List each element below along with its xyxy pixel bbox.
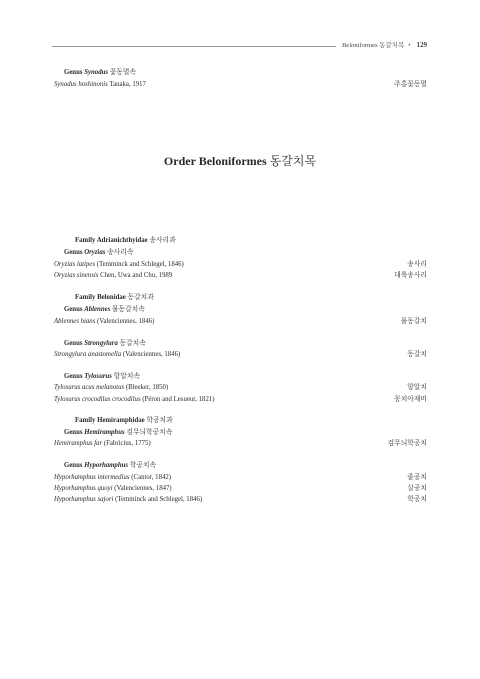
genus-name: Hyporhamphus [84, 462, 129, 469]
genus-korean: 꽃동멸속 [109, 69, 136, 76]
species-korean: 줄공치 [407, 474, 427, 481]
species-row [54, 395, 427, 405]
page-number: 129 [416, 41, 427, 49]
species-name: Oryzias latipes [54, 261, 95, 268]
genus-heading-oryzias [54, 248, 427, 258]
family-label: Family [75, 417, 96, 424]
genus-heading-strongylura [54, 339, 427, 349]
genus-name: Synodus [84, 69, 109, 76]
species-row [54, 473, 427, 483]
family-label: Family [75, 294, 96, 301]
species-row [54, 439, 427, 449]
genus-label: Genus [64, 69, 83, 76]
species-author: (Péron and Lesueur, 1821) [142, 396, 215, 403]
running-header [342, 40, 427, 49]
genus-label: Genus [64, 249, 83, 256]
species-name: Strongylura anastomella [54, 351, 122, 358]
species-row [54, 350, 427, 360]
species-author: (Fabricius, 1775) [103, 440, 151, 447]
order-label: Order Beloniformes [163, 154, 267, 168]
species-name: Tylosurus acus melanotus [54, 384, 125, 391]
genus-label: Genus [64, 373, 83, 380]
family-name: Hemiramphidae [97, 417, 145, 424]
species-author: (Valenciennes, 1846) [122, 351, 181, 358]
header-rule [52, 46, 336, 47]
genus-label: Genus [64, 306, 83, 313]
species-korean: 학공치 [407, 496, 427, 503]
species-author: (Temminck and Schlegel, 1846) [96, 261, 184, 268]
species-korean: 물동갈치 [400, 318, 427, 325]
genus-korean: 학공치속 [129, 462, 157, 469]
species-korean: 항알치 [407, 384, 427, 391]
species-name: Synodus hoshinonis [54, 81, 108, 88]
family-korean: 송사리과 [149, 237, 176, 244]
genus-label: Genus [64, 462, 83, 469]
family-label: Family [75, 237, 96, 244]
genus-heading-tylosurus [54, 372, 427, 382]
genus-korean: 검무늬학공치속 [126, 429, 173, 436]
genus-korean: 송사리속 [107, 249, 134, 256]
species-author: (Valenciennes, 1846) [97, 318, 155, 325]
header-separator: • [408, 42, 411, 49]
species-korean: 송사리 [407, 261, 427, 268]
species-row [54, 80, 427, 90]
order-title [0, 152, 480, 169]
genus-heading-hyporhamphus [54, 461, 427, 471]
species-name: Hyporhamphus quoyi [54, 485, 113, 492]
species-korean: 대륙송사리 [394, 272, 427, 279]
species-author: Tanaka, 1917 [109, 81, 146, 88]
family-heading-hemiramphidae [54, 416, 427, 426]
family-korean: 동갈치과 [127, 294, 154, 301]
species-name: Hemiramphus far [54, 440, 103, 447]
family-name: Adrianichthyidae [96, 237, 148, 244]
species-row [54, 317, 427, 327]
family-korean: 학공치과 [146, 417, 173, 424]
species-row [54, 484, 427, 494]
genus-name: Hemiramphus [84, 429, 125, 436]
species-korean: 살공치 [407, 485, 427, 492]
genus-name: Ablennes [84, 306, 111, 313]
species-author: (Valenciennes, 1847) [114, 485, 172, 492]
genus-label: Genus [64, 340, 83, 347]
species-name: Ablennes hians [54, 318, 96, 325]
species-author: Chen, Uwa and Chu, 1989 [100, 272, 173, 279]
species-name: Hyporhamphus intermedius [54, 474, 130, 481]
species-name: Tylosurus crocodilus crocodilus [54, 396, 141, 403]
genus-label: Genus [64, 429, 83, 436]
species-author: (Temminck and Schlegel, 1846) [115, 496, 203, 503]
species-korean: 주홍꽃동멸 [394, 81, 427, 88]
species-korean: 꽁치아재비 [394, 396, 427, 403]
species-row [54, 495, 427, 505]
genus-heading-synodus [54, 68, 427, 78]
genus-heading-ablennes [54, 305, 427, 315]
species-author: (Bleeker, 1850) [125, 384, 169, 391]
genus-korean: 물동갈치속 [111, 306, 145, 313]
species-row [54, 271, 427, 281]
species-row [54, 383, 427, 393]
family-name: Belonidae [97, 294, 126, 301]
species-name: Hyporhamphus sajori [54, 496, 114, 503]
species-korean: 검무늬학공치 [387, 440, 427, 447]
family-heading-adrianichthyidae [54, 236, 427, 246]
species-author: (Cantor, 1842) [131, 474, 172, 481]
genus-korean: 항알치속 [113, 373, 140, 380]
species-korean: 동갈치 [407, 351, 427, 358]
genus-name: Strongylura [84, 340, 118, 347]
species-name: Oryzias sinensis [54, 272, 99, 279]
species-row [54, 260, 427, 270]
running-title: Beloniformes 동갈치목 [342, 42, 405, 49]
genus-heading-hemiramphus [54, 428, 427, 438]
family-heading-belonidae [54, 293, 427, 303]
genus-korean: 동갈치속 [119, 340, 146, 347]
order-korean: 동갈치목 [269, 154, 317, 168]
genus-name: Tylosurus [84, 373, 112, 380]
genus-name: Oryzias [84, 249, 106, 256]
